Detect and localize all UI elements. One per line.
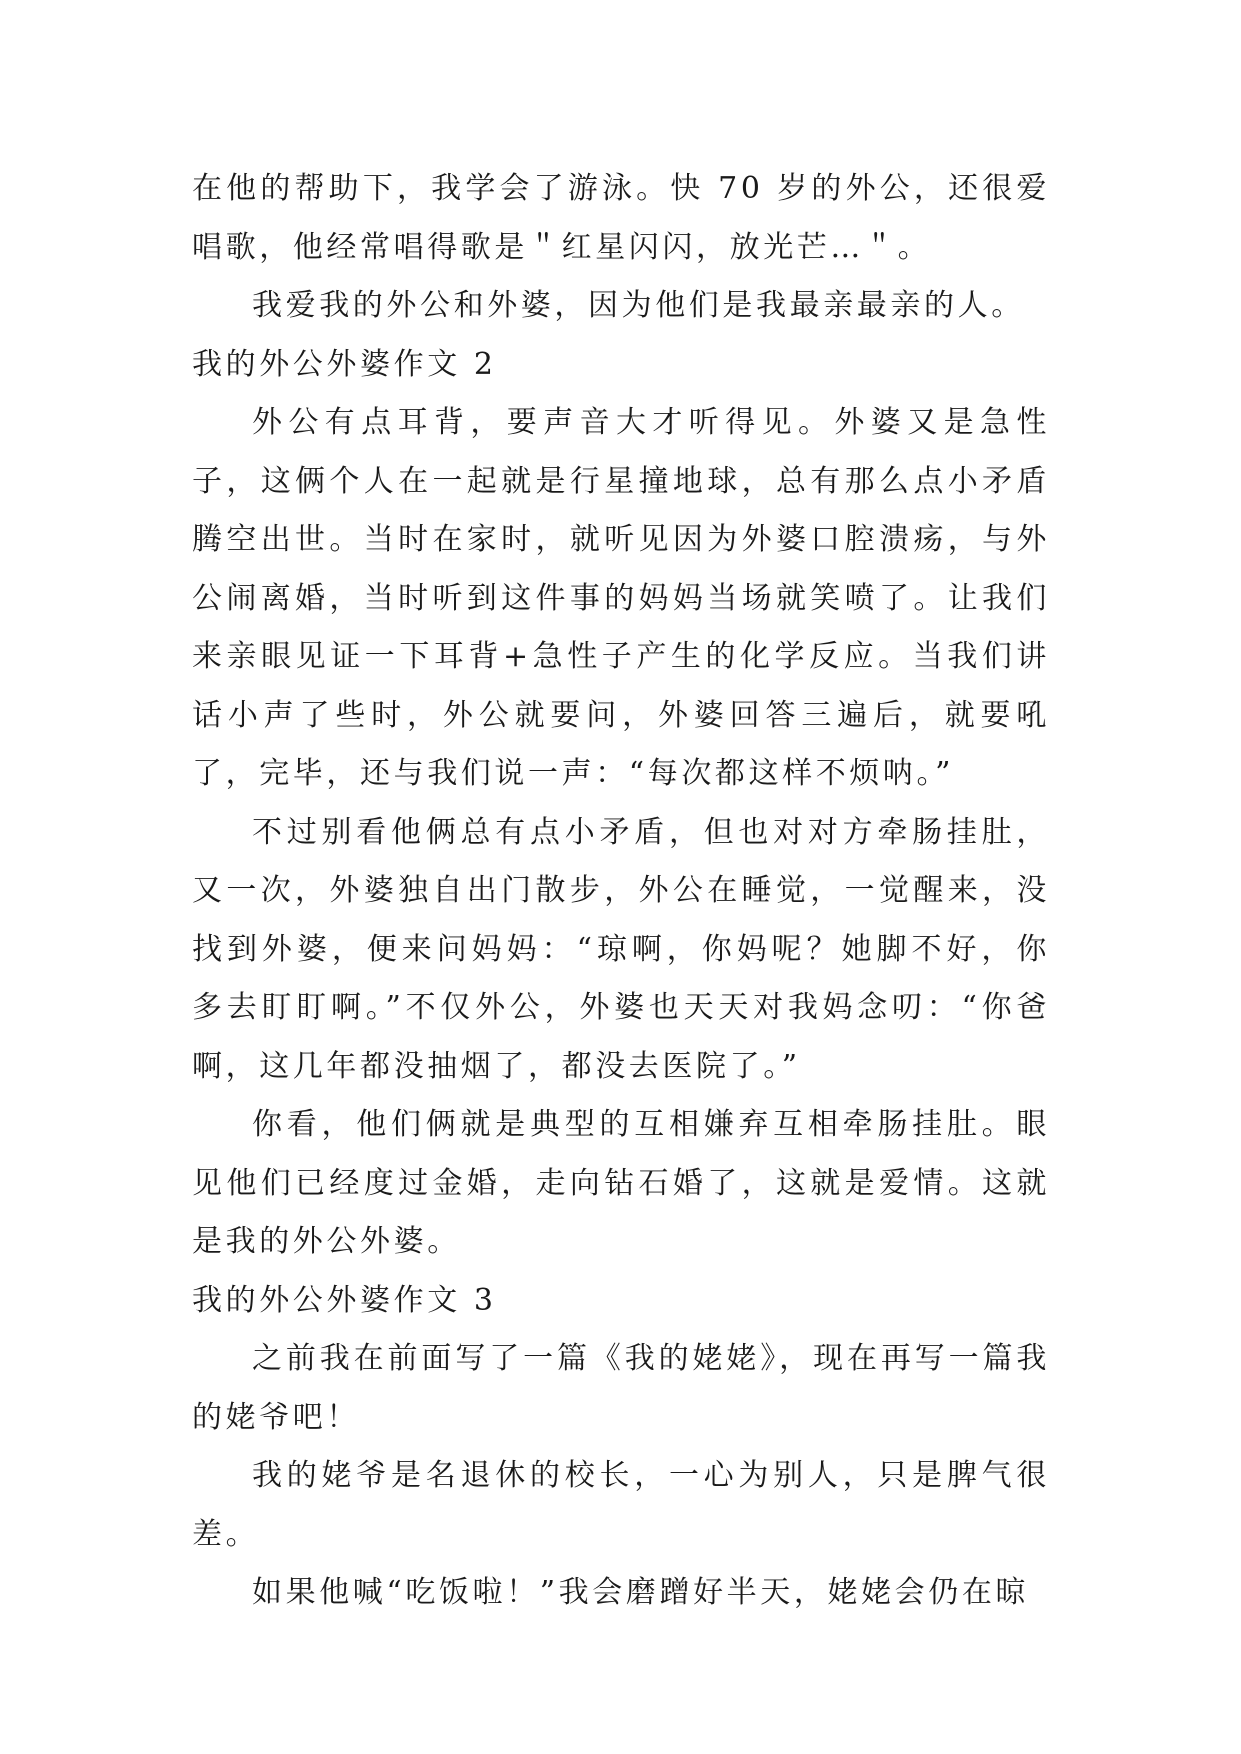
paragraph-grandpa: 我的姥爷是名退休的校长，一心为别人，只是脾气很差。: [192, 1458, 1050, 1552]
paragraph-caring: 不过别看他俩总有点小矛盾，但也对对方牵肠挂肚，又一次，外婆独自出门散步，外公在睡觉，一觉醒来，没找到外婆，便来问妈妈：“琼啊，你妈呢？她脚不好，你多去盯盯啊。”不仅外公，外婆也天天对我妈念叨：“你爸啊，这几年都没抽烟了，都没去医院了。”: [192, 814, 1050, 1084]
document-body: [192, 160, 1050, 1623]
paragraph-conclusion: 你看，他们俩就是典型的互相嫌弃互相牵肠挂肚。眼见他们已经度过金婚，走向钻石婚了，这就是爱情。这就是我的外公外婆。: [192, 1107, 1050, 1259]
paragraph-hearing: 外公有点耳背，要声音大才听得见。外婆又是急性子，这俩个人在一起就是行星撞地球，总有那么点小矛盾腾空出世。当时在家时，就听见因为外婆口腔溃疡，与外公闹离婚，当时听到这件事的妈妈当场就笑喷了。让我们来亲眼见证一下耳背+急性子产生的化学反应。当我们讲话小声了些时，外公就要问，外婆回答三遍后，就要吼了，完毕，还与我们说一声：“每次都这样不烦呐。”: [192, 405, 1050, 791]
paragraph-love: 我爱我的外公和外婆，因为他们是我最亲最亲的人。: [252, 288, 1025, 323]
essay-heading-2: 我的外公外婆作文 2: [192, 346, 497, 382]
essay-heading-3: 我的外公外婆作文 3: [192, 1282, 497, 1318]
paragraph-swimming: 在他的帮助下，我学会了游泳。快 70 岁的外公，还很爱唱歌，他经常唱得歌是＂红星闪闪，放光芒…＂。: [192, 171, 1050, 265]
paragraph-dinner: 如果他喊“吃饭啦！”我会磨蹭好半天，姥姥会仍在晾: [252, 1575, 1030, 1610]
paragraph-intro: 之前我在前面写了一篇《我的姥姥》，现在再写一篇我的姥爷吧！: [192, 1341, 1050, 1435]
